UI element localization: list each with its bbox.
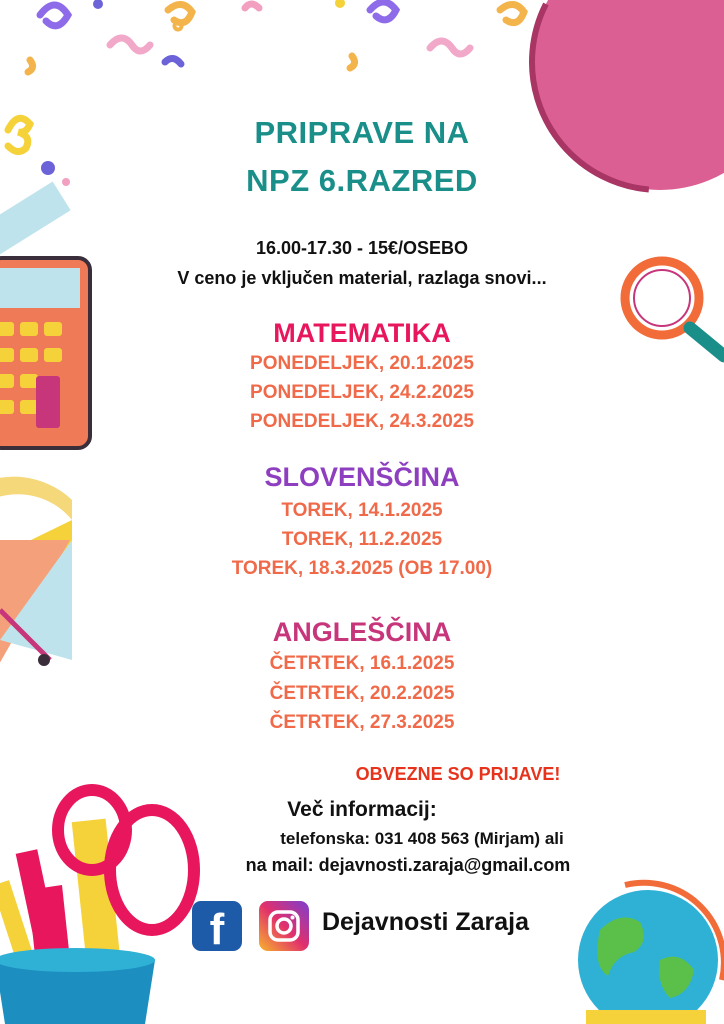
- subject-title-slovenian: SLOVENŠČINA: [264, 462, 460, 492]
- email-text: na mail: dejavnosti.zaraja@gmail.com: [245, 855, 571, 875]
- slovenian-date: TOREK, 14.1.2025: [281, 500, 443, 521]
- instagram-icon[interactable]: [259, 901, 309, 951]
- phone-text: telefonska: 031 408 563 (Mirjam) ali: [280, 829, 564, 848]
- math-date: PONEDELJEK, 24.3.2025: [250, 411, 474, 432]
- included-text: V ceno je vključen material, razlaga snovi...: [177, 268, 547, 288]
- time-price-text: 16.00-17.30 - 15€/OSEBO: [255, 238, 469, 258]
- english-date: ČETRTEK, 20.2.2025: [269, 683, 455, 704]
- english-date: ČETRTEK, 16.1.2025: [269, 653, 455, 674]
- facebook-icon[interactable]: f: [192, 901, 242, 951]
- calculator-decoration: [0, 181, 90, 448]
- math-date: PONEDELJEK, 24.2.2025: [250, 382, 474, 403]
- page-title-line2: NPZ 6.RAZRED: [246, 163, 478, 198]
- pencil-cup-decoration: [0, 790, 194, 1024]
- subject-title-english: ANGLEŠČINA: [272, 617, 452, 647]
- instagram-glyph: [259, 901, 309, 951]
- english-date: ČETRTEK, 27.3.2025: [269, 712, 455, 733]
- contact-heading: Več informacij:: [287, 798, 437, 821]
- brand-name: Dejavnosti Zaraja: [322, 908, 530, 936]
- math-date: PONEDELJEK, 20.1.2025: [250, 353, 474, 374]
- slovenian-date: TOREK, 11.2.2025: [281, 529, 443, 550]
- subject-title-math: MATEMATIKA: [273, 318, 451, 348]
- floating-letters-decoration: [8, 0, 524, 186]
- registration-required-notice: OBVEZNE SO PRIJAVE!: [355, 764, 561, 784]
- page-title-line1: PRIPRAVE NA: [254, 115, 470, 150]
- globe-decoration: [578, 883, 724, 1024]
- slovenian-date: TOREK, 18.3.2025 (OB 17.00): [231, 558, 493, 579]
